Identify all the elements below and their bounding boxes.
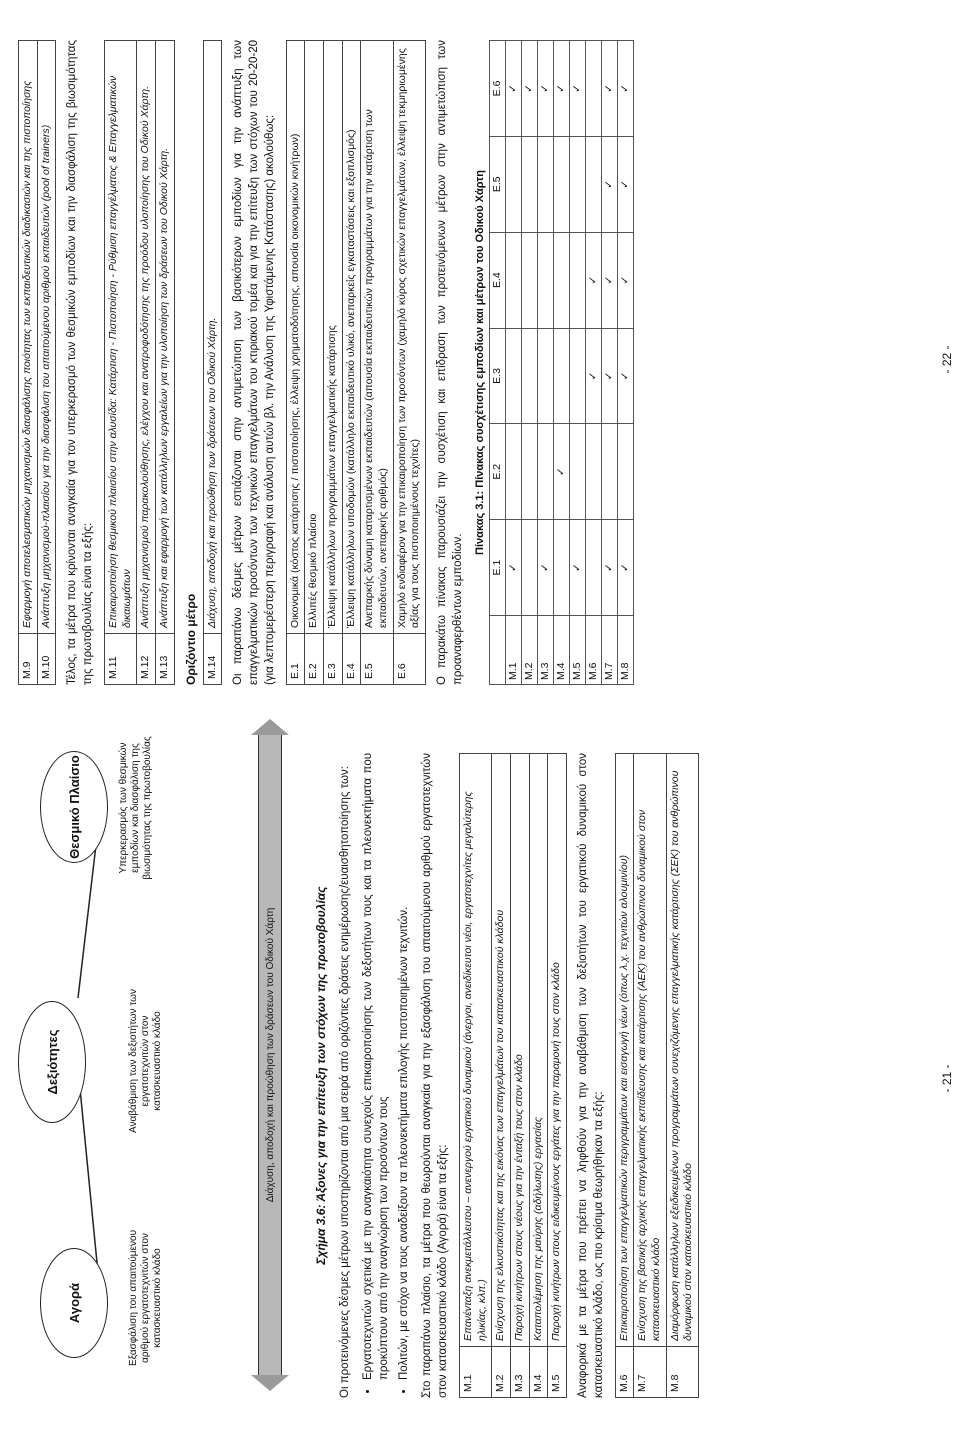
table-row	[553, 41, 569, 685]
institutional-node	[40, 751, 108, 863]
horizontal-measure-table	[203, 40, 223, 685]
measure-text: Διάχυση, αποδοχή και προώθηση των δράσεων του Οδικού Χάρτη.	[203, 41, 222, 634]
table-row	[155, 41, 174, 685]
matrix-cell: ✓	[617, 520, 633, 616]
measure-text: Ενίσχυση της βασικής αρχικής επαγγελματικής εκπαίδευσης και κατάρτισης (ΑΕΚ) του ανθρώπινου δυναμικού στον κατασκευαστικό κλάδο	[634, 754, 666, 1347]
market-node	[40, 1248, 108, 1358]
matrix-cell	[569, 232, 585, 328]
table-row	[19, 41, 38, 685]
measure-text: Ανάπτυξη μηχανισμού-πλαισίου για την διασφάλιση του απαιτούμενου αριθμού εκπαιδευτών (pool of trainers)	[37, 41, 56, 634]
barrier-code: Ε.5	[361, 634, 393, 685]
matrix-cell: ✓	[505, 41, 521, 137]
matrix-cell: ✓	[601, 232, 617, 328]
barrier-code: Ε.2	[305, 634, 324, 685]
matrix-cell	[553, 520, 569, 616]
matrix-paragraph: Ο παρακάτω πίνακας παρουσιάζει την συσχέτιση και επίδραση των προτεινόμενων μέτρων στην αντιμετώπιση των προαναφερθέντων εμποδίων.	[435, 40, 464, 685]
barrier-text: Ελλιπές θεσμικό πλαίσιο	[305, 41, 324, 634]
matrix-cell	[505, 424, 521, 520]
measure-text: Εφαρμογή αποτελεσματικών μηχανισμών διασφάλισης ποιότητας των εκπαιδευτικών διαδικασιών και της πιστοποίησης	[19, 41, 38, 634]
table-row	[537, 41, 553, 685]
awareness-bullets	[361, 753, 413, 1398]
matrix-column-header: Ε.5	[489, 136, 505, 232]
matrix-cell	[569, 424, 585, 520]
measure-code: Μ.9	[19, 634, 38, 685]
matrix-column-header: Ε.6	[489, 41, 505, 137]
arrow-bar-label: Διάχυση, αποδοχή και προώθηση των δράσεων του Οδικού Χάρτη	[264, 907, 276, 1203]
matrix-cell: ✓	[569, 520, 585, 616]
table-row	[601, 41, 617, 685]
table-row	[617, 41, 633, 685]
matrix-row-label: Μ.1	[505, 616, 521, 685]
matrix-cell: ✓	[537, 41, 553, 137]
skills-caption: Αναβάθμιση των δεξιοτήτων των εργατοτεχνιτών στον κατασκευαστικό κλάδο	[128, 989, 163, 1133]
matrix-cell	[585, 424, 601, 520]
matrix-cell	[585, 41, 601, 137]
measure-text: Ενίσχυση της ελκυστικότητας και της εικόνας των επαγγελμάτων του κατασκευαστικού κλάδου	[492, 754, 511, 1347]
table-row	[203, 41, 222, 685]
market-measures-table	[459, 753, 567, 1398]
table-caption: Πίνακας 3.1: Πίνακας συσχέτισης εμποδίων και μέτρων του Οδικού Χάρτη	[473, 170, 486, 555]
matrix-cell	[537, 232, 553, 328]
matrix-row-label: Μ.5	[569, 616, 585, 685]
measure-code: Μ.6	[615, 1347, 634, 1398]
matrix-cell: ✓	[617, 328, 633, 424]
measure-text: Παροχή κινήτρων στους ειδικευμένους εργάτες για την παραμονή τους στον κλάδο	[548, 754, 567, 1347]
measure-text: Επανένταξη ανεκμετάλλευτου – ανενεργού εργατικού δυναμικού (άνεργοι, ανειδίκευτοι νέοι, εργατοτεχνίτες μεγαλύτερης ηλικίας, κλπ.)	[460, 754, 492, 1347]
matrix-cell: ✓	[585, 328, 601, 424]
barrier-code: Ε.3	[324, 634, 343, 685]
barrier-code: Ε.4	[342, 634, 361, 685]
page-21	[0, 719, 960, 1438]
market-caption: Εξασφάλιση του απαιτούμενου αριθμού εργατοτεχνιτών στον κατασκευαστικό κλάδο	[128, 1229, 163, 1367]
measure-code: Μ.1	[460, 1347, 492, 1398]
barrier-text: Ανεπαρκής δύναμη καταρτισμένων εκπαιδευτών (απουσία εκπαιδευτικών προγραμμάτων για την κατάρτιση των εκπαιδευτών, ανεπαρκής αριθμός)	[361, 41, 393, 634]
matrix-cell: ✓	[553, 41, 569, 137]
matrix-cell	[505, 232, 521, 328]
table-row	[529, 754, 548, 1398]
market-paragraph: Στο παραπάνω πλαίσιο, τα μέτρα που θεωρούνται αναγκαία για την εξασφάλιση του απαιτούμενου αριθμού εργατοτεχνιτών στον κατασκευαστικό κλάδο (Αγορά) είναι τα εξής:	[421, 753, 450, 1398]
measure-text: Διαμόρφωση κατάλληλων εξειδικευμένων προγραμμάτων συνεχιζόμενης επαγγελματικής κατάρτισης (ΣΕΚ) του ανθρώπινου δυναμικού στον κατασκευαστικό κλάδο	[666, 754, 698, 1347]
matrix-row-label: Μ.6	[585, 616, 601, 685]
measure-code: Μ.3	[511, 1347, 530, 1398]
market-node-label: Αγορά	[66, 1282, 82, 1324]
barrier-text: Έλλειψη κατάλληλων υποδομών (κατάλληλο εκπαιδευτικό υλικό, ανεπαρκείς εγκαταστάσεις και εξοπλισμός)	[342, 41, 361, 634]
matrix-cell	[553, 232, 569, 328]
table-row	[37, 41, 56, 685]
horizontal-arrow-bar	[258, 734, 282, 1376]
barrier-text: Οικονομικά (κόστος κατάρτισης / πιστοποίησης, έλλειψη χρηματοδότησης, απουσία οικονομικών κινήτρων)	[286, 41, 305, 634]
table-row	[342, 41, 361, 685]
matrix-cell: ✓	[617, 41, 633, 137]
matrix-column-header: Ε.1	[489, 520, 505, 616]
matrix-cell: ✓	[617, 136, 633, 232]
measure-code: Μ.11	[105, 634, 137, 685]
matrix-cell	[537, 136, 553, 232]
correlation-matrix-table	[489, 40, 634, 685]
matrix-cell: ✓	[601, 520, 617, 616]
matrix-cell	[521, 232, 537, 328]
institutional-measures-table	[104, 40, 175, 685]
matrix-row-label: Μ.4	[553, 616, 569, 685]
matrix-cell: ✓	[585, 232, 601, 328]
matrix-cell	[505, 328, 521, 424]
matrix-cell	[521, 424, 537, 520]
table-row	[361, 41, 393, 685]
barrier-code: Ε.6	[393, 634, 425, 685]
barrier-code: Ε.1	[286, 634, 305, 685]
matrix-cell: ✓	[617, 232, 633, 328]
table-row	[105, 41, 137, 685]
matrix-cell	[521, 136, 537, 232]
matrix-cell	[585, 520, 601, 616]
table-row	[634, 754, 666, 1398]
matrix-cell	[569, 328, 585, 424]
matrix-cell	[521, 328, 537, 424]
page-number: - 21 -	[940, 1064, 954, 1093]
skills-measures-table	[615, 753, 699, 1398]
matrix-row-label: Μ.2	[521, 616, 537, 685]
horizontal-measure-heading: Οριζόντιο μέτρο	[183, 593, 198, 685]
table-row	[569, 41, 585, 685]
table-row	[585, 41, 601, 685]
matrix-row-label: Μ.8	[617, 616, 633, 685]
matrix-cell	[553, 328, 569, 424]
measure-text: Καταπολέμηση της μαύρης (αδήλωτης) εργασίας	[529, 754, 548, 1347]
table-row	[137, 41, 156, 685]
matrix-cell: ✓	[537, 520, 553, 616]
table-row	[521, 41, 537, 685]
measure-code: Μ.2	[492, 1347, 511, 1398]
table-row	[305, 41, 324, 685]
barriers-paragraph: Οι παραπάνω δέσμες μέτρων εστιάζονται στην αντιμετώπιση των βασικότερων εμποδίων για την ανάπτυξη των επαγγελματικών προσόντων των τεχνικών επαγγελμάτων του κτιριακού τομέα και για την επίτευξη των στόχων του 20-20-20 (για λεπτομερέστερη περιγραφή και ανάλυση αυτών βλ. την Ανάλυση της Υφιστάμενης Κατάστασης) ακολούθως:	[232, 40, 276, 685]
matrix-column-header: Ε.3	[489, 328, 505, 424]
matrix-cell	[537, 424, 553, 520]
table-row	[666, 754, 698, 1398]
matrix-column-header	[489, 616, 505, 685]
measure-text: Ανάπτυξη και εφαρμογή των κατάλληλων εργαλείων για την υλοποίηση των δράσεων του Οδικού Χάρτη.	[155, 41, 174, 634]
matrix-cell: ✓	[601, 328, 617, 424]
matrix-column-header: Ε.4	[489, 232, 505, 328]
matrix-cell	[617, 424, 633, 520]
barriers-table	[286, 40, 426, 685]
table-row	[324, 41, 343, 685]
table-row	[492, 754, 511, 1398]
table-row	[548, 754, 567, 1398]
skills-paragraph: Αναφορικά με τα μέτρα που πρέπει να ληφθούν για την αναβάθμιση των δεξιοτήτων του εργατικού δυναμικού στον κατασκευαστικό κλάδο, ως πιο κρίσιμα θεωρήθηκαν τα εξής:	[577, 753, 605, 1398]
matrix-row-label: Μ.3	[537, 616, 553, 685]
measure-code: Μ.10	[37, 634, 56, 685]
barrier-text: Χαμηλό ενδιαφέρον για την επικαιροποίηση των προσόντων (χαμηλό κύρος σχετικών επαγγελμάτων, έλλειψη τεκμηριωμένης αξίας για τους πιστοποιημένους τεχνίτες)	[393, 41, 425, 634]
table-row	[505, 41, 521, 685]
matrix-cell	[521, 520, 537, 616]
measure-code: Μ.12	[137, 634, 156, 685]
matrix-cell: ✓	[505, 520, 521, 616]
intro-paragraph: Οι προτεινόμενες δέσμες μέτρων υποστηρίζονται από μια σειρά από οριζόντιες δράσεις ενημέρωσης/ευαισθητοποίησης των:	[339, 766, 351, 1398]
measure-code: Μ.14	[203, 634, 222, 685]
institutional-paragraph: Τέλος, τα μέτρα που κρίνονται αναγκαία για τον υπερκερασμό των θεσμικών εμποδίων και την διασφάλιση της βιωσιμότητας της πρωτοβουλίας είναι τα εξής:	[66, 40, 95, 685]
table-row	[393, 41, 425, 685]
measure-code: Μ.8	[666, 1347, 698, 1398]
skills-node-label: Δεξιότητες	[44, 1029, 60, 1095]
bullet-item: • Εργατοτεχνιτών σχετικά με την αναγκαιότητα συνεχούς επικαιροποίησης των δεξιοτήτων τους και τα πλεονεκτήματα που προκύπτουν από την αναγνώριση των προσόντων τους	[361, 753, 393, 1380]
institutional-node-label: Θεσμικό Πλαίσιο	[66, 755, 82, 859]
axes-diagram	[18, 736, 310, 1398]
matrix-cell	[585, 136, 601, 232]
matrix-cell	[537, 328, 553, 424]
measure-text: Επικαιροποίηση των επαγγελματικών περιγραμμάτων και εισαγωγή νέων (όπως λ.χ. τεχνιτών αλουμινίου)	[615, 754, 634, 1347]
matrix-column-header: Ε.2	[489, 424, 505, 520]
matrix-cell	[553, 136, 569, 232]
matrix-cell: ✓	[569, 41, 585, 137]
measure-text: Επικαιροποίηση θεσμικού πλαισίου στην αλυσίδα: Κατάρτιση - Πιστοποίηση - Ρύθμιση επαγγέλματος & Επαγγελματικών δικαιωμάτων	[105, 41, 137, 634]
matrix-cell: ✓	[553, 424, 569, 520]
bullet-item: • Πολιτών, με στόχο να τους αναδείξουν τα πλεονεκτήματα επιλογής πιστοποιημένων τεχνιτών.	[397, 753, 413, 1380]
matrix-cell: ✓	[521, 41, 537, 137]
matrix-cell	[505, 136, 521, 232]
figure-caption: Σχήμα 3.6: Άξονες για την επίτευξη των στόχων της πρωτοβουλίας	[314, 886, 328, 1265]
measure-code: Μ.5	[548, 1347, 567, 1398]
matrix-row-label: Μ.7	[601, 616, 617, 685]
barrier-text: Έλλειψη κατάλληλων προγραμμάτων επαγγελματικής κατάρτισης	[324, 41, 343, 634]
matrix-cell: ✓	[601, 136, 617, 232]
skills-node	[18, 1001, 86, 1123]
institutional-caption: Υπερκερασμός των θεσμικών εμποδίων και διασφάλιση της βιωσιμότητας της πρωτοβουλίας	[118, 736, 153, 880]
table-row	[615, 754, 634, 1398]
matrix-cell	[569, 136, 585, 232]
table-row	[511, 754, 530, 1398]
top-measures-table	[18, 40, 56, 685]
measure-text: Παροχή κινήτρων στους νέους για την ένταξή τους στον κλάδο	[511, 754, 530, 1347]
measure-code: Μ.13	[155, 634, 174, 685]
measure-text: Ανάπτυξη μηχανισμού παρακολούθησης, ελέγχου και ανατροφοδότησης της προόδου υλοποίησης του Οδικού Χάρτη.	[137, 41, 156, 634]
table-row	[460, 754, 492, 1398]
matrix-cell: ✓	[601, 41, 617, 137]
matrix-cell	[601, 424, 617, 520]
table-row	[286, 41, 305, 685]
measure-code: Μ.4	[529, 1347, 548, 1398]
matrix-header-row	[489, 41, 505, 685]
measure-code: Μ.7	[634, 1347, 666, 1398]
page-number: - 22 -	[940, 345, 954, 374]
